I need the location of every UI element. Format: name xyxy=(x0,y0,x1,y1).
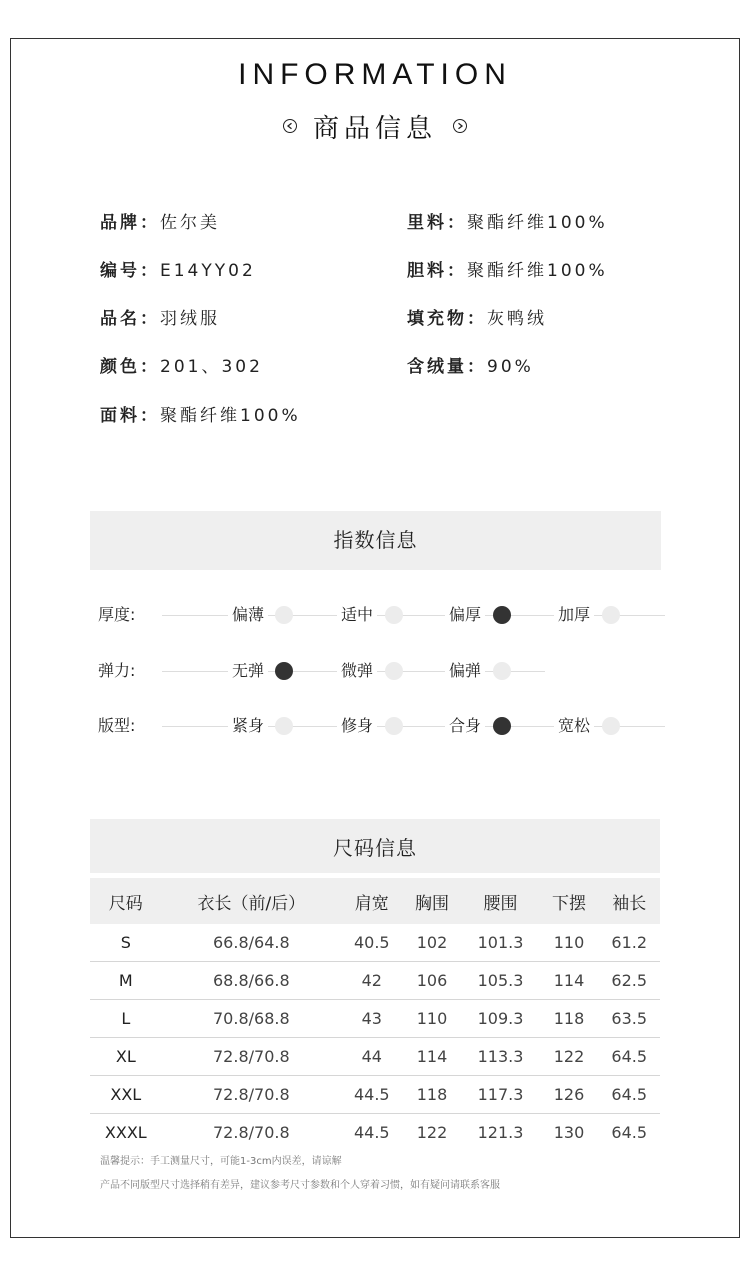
note-size-advice: 产品不同版型尺寸选择稍有差异，建议参考尺寸参数和个人穿着习惯，如有疑问请联系客服 xyxy=(100,1180,500,1191)
size-table-cell: 68.8/66.8 xyxy=(162,962,341,1000)
size-table-cell: 62.5 xyxy=(598,962,660,1000)
size-table-cell: 114 xyxy=(540,962,599,1000)
info-key: 品名： xyxy=(100,309,160,329)
index-dot xyxy=(602,717,620,735)
size-table-cell: 122 xyxy=(416,1123,448,1142)
size-table-cell: 118 xyxy=(540,1000,599,1038)
index-option-label: 偏厚 xyxy=(449,605,482,624)
size-section-title: 尺码信息 xyxy=(90,819,660,873)
index-row-label: 厚度: xyxy=(98,605,136,624)
info-value: 羽绒服 xyxy=(160,309,220,329)
index-row xyxy=(90,714,665,738)
col-header: 袖长 xyxy=(598,878,660,924)
info-key: 品牌： xyxy=(100,213,160,233)
info-color xyxy=(100,352,263,377)
info-brand xyxy=(100,208,220,233)
index-option-label: 偏弹 xyxy=(449,661,482,680)
size-table-row xyxy=(90,1000,660,1038)
size-table-cell: 105.3 xyxy=(461,962,539,1000)
arrow-right-icon xyxy=(453,119,467,133)
info-name xyxy=(100,304,220,329)
size-table-cell: 101.3 xyxy=(461,924,539,962)
size-table-cell: 40.5 xyxy=(341,924,403,962)
info-lining xyxy=(407,208,608,233)
index-dot xyxy=(385,662,403,680)
size-table-cell: 110 xyxy=(540,924,599,962)
size-table-cell: 72.8/70.8 xyxy=(162,1038,341,1076)
size-table-cell: XXXL xyxy=(104,1123,147,1142)
size-table-cell: 121.3 xyxy=(477,1123,524,1142)
size-table-cell: 102 xyxy=(403,924,462,962)
index-dot xyxy=(385,606,403,624)
index-option-label: 合身 xyxy=(449,716,482,735)
index-option-label: 修身 xyxy=(341,716,374,735)
info-filling xyxy=(407,304,547,329)
size-table-cell: XL xyxy=(90,1038,162,1076)
size-table-cell: 44 xyxy=(341,1038,403,1076)
info-value: E14YY02 xyxy=(160,261,256,281)
index-option-label: 偏薄 xyxy=(232,605,265,624)
index-dot-selected xyxy=(493,606,511,624)
size-table-cell: 106 xyxy=(403,962,462,1000)
size-table-row xyxy=(90,1114,660,1152)
info-key: 含绒量： xyxy=(407,357,487,377)
info-down-content xyxy=(407,352,534,377)
size-table-cell: 72.8/70.8 xyxy=(213,1123,290,1142)
size-table-cell: S xyxy=(90,924,162,962)
info-value: 灰鸭绒 xyxy=(487,309,547,329)
info-value: 佐尔美 xyxy=(160,213,220,233)
info-key: 颜色： xyxy=(100,357,160,377)
col-header: 尺码 xyxy=(90,878,162,924)
info-value: 聚酯纤维100% xyxy=(160,406,301,426)
title-chinese: 商品信息 xyxy=(312,113,437,144)
index-dot-selected xyxy=(493,717,511,735)
size-table-cell: L xyxy=(90,1000,162,1038)
col-header: 肩宽 xyxy=(341,878,403,924)
size-table-row xyxy=(90,1076,660,1114)
size-table-cell: 110 xyxy=(403,1000,462,1038)
index-dot-selected xyxy=(275,662,293,680)
col-header: 衣长（前/后） xyxy=(162,878,341,924)
size-table-cell: 72.8/70.8 xyxy=(162,1076,341,1114)
size-table-cell: 130 xyxy=(553,1123,585,1142)
size-table-row xyxy=(90,924,660,962)
index-dot xyxy=(275,606,293,624)
size-table-cell: 63.5 xyxy=(598,1000,660,1038)
index-row xyxy=(90,659,665,683)
index-option-label: 微弹 xyxy=(341,661,374,680)
info-key: 面料： xyxy=(100,406,160,426)
size-table-cell: 61.2 xyxy=(598,924,660,962)
size-table-cell: 64.5 xyxy=(611,1123,648,1142)
index-row xyxy=(90,603,665,627)
index-option-label: 适中 xyxy=(341,605,374,624)
index-dot xyxy=(493,662,511,680)
col-header: 腰围 xyxy=(461,878,539,924)
info-value: 聚酯纤维100% xyxy=(467,213,608,233)
size-table-cell: 114 xyxy=(403,1038,462,1076)
info-value: 201、302 xyxy=(160,357,263,377)
index-option-label: 加厚 xyxy=(558,605,591,624)
size-table-cell: 64.5 xyxy=(598,1038,660,1076)
size-table-row xyxy=(90,962,660,1000)
title-chinese-wrap xyxy=(0,106,750,146)
size-table-cell: 126 xyxy=(540,1076,599,1114)
index-dot xyxy=(385,717,403,735)
size-table-cell: 113.3 xyxy=(461,1038,539,1076)
col-header: 下摆 xyxy=(540,878,599,924)
col-header: 胸围 xyxy=(403,878,462,924)
size-table-cell: XXL xyxy=(90,1076,162,1114)
index-dot xyxy=(275,717,293,735)
index-row-label: 版型: xyxy=(98,716,136,735)
index-section-title: 指数信息 xyxy=(90,511,661,570)
info-value: 90% xyxy=(487,357,534,377)
size-table-cell: 64.5 xyxy=(598,1076,660,1114)
info-key: 里料： xyxy=(407,213,467,233)
size-table-cell: 44.5 xyxy=(353,1123,390,1142)
info-key: 编号： xyxy=(100,261,160,281)
info-code xyxy=(100,256,256,281)
arrow-left-icon xyxy=(283,119,297,133)
size-table xyxy=(90,878,660,1151)
info-value: 聚酯纤维100% xyxy=(467,261,608,281)
index-option-label: 宽松 xyxy=(558,716,591,735)
info-key: 胆料： xyxy=(407,261,467,281)
size-table-cell: M xyxy=(90,962,162,1000)
note-measurement: 温馨提示：手工测量尺寸，可能1-3cm内误差，请谅解 xyxy=(100,1156,342,1167)
size-table-row xyxy=(90,1038,660,1076)
size-table-cell: 122 xyxy=(540,1038,599,1076)
title-english: INFORMATION xyxy=(238,58,512,91)
index-dot xyxy=(602,606,620,624)
size-table-cell: 117.3 xyxy=(461,1076,539,1114)
size-table-cell: 42 xyxy=(341,962,403,1000)
size-table-cell: 66.8/64.8 xyxy=(162,924,341,962)
size-table-cell: 109.3 xyxy=(461,1000,539,1038)
info-key: 填充物： xyxy=(407,309,487,329)
info-fabric xyxy=(100,401,301,426)
index-row-label: 弹力: xyxy=(98,661,136,680)
size-table-cell: 44.5 xyxy=(341,1076,403,1114)
size-table-cell: 70.8/68.8 xyxy=(162,1000,341,1038)
index-option-label: 紧身 xyxy=(232,716,265,735)
size-table-cell: 43 xyxy=(341,1000,403,1038)
info-inner xyxy=(407,256,608,281)
size-table-cell: 118 xyxy=(403,1076,462,1114)
size-table-header-row xyxy=(90,878,660,924)
index-option-label: 无弹 xyxy=(232,661,265,680)
